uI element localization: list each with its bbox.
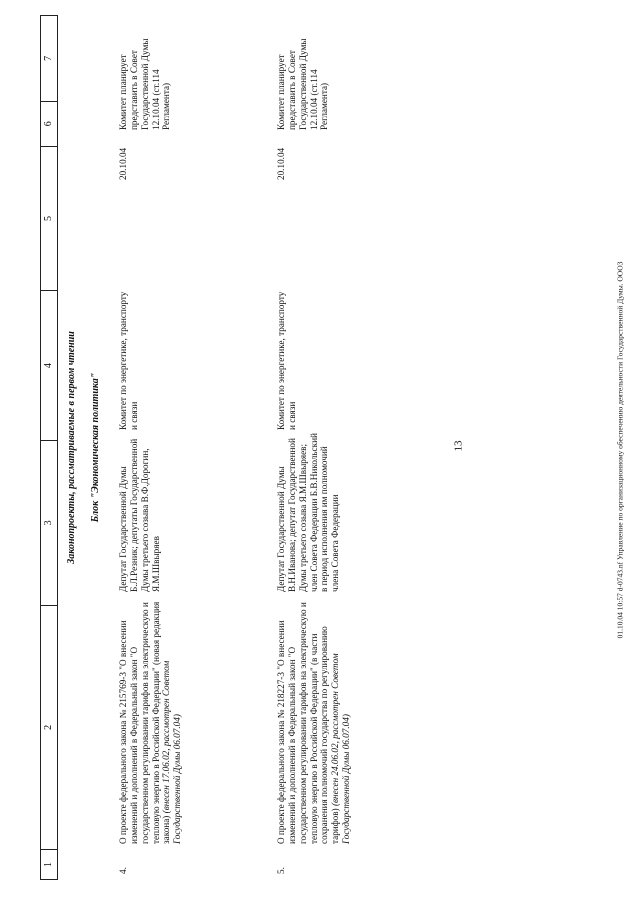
header-col-7: 7	[43, 55, 54, 61]
bill-authors: Депутат Государственной Думы Б.Л.Резник; депутаты Государственной Думы третьего созыва В.Ф.Дорогин, Я.М.Швыряев	[118, 438, 161, 592]
header-col-2: 2	[41, 605, 57, 849]
footer-text: 01.10.04 10:57 d-0743.nf Управление по организационному обеспечению деятельности Государственной Думы. ООО3	[615, 261, 625, 639]
header-col-5: 5	[41, 146, 57, 291]
bill-title-text: О проекте федерального закона № 218227-3 "О внесении изменений и дополнений в Федеральный закон "О государственном регулировании тарифов на электрическую и тепловую энергию в Российской Федерации" (в части сохранения полномочий государства по регулированию тарифов)	[276, 602, 341, 844]
bill-title-note: (внесен 17.06.02, рассмотрен Советом Государственной Думы 06.07.04)	[161, 660, 183, 844]
rotated-page-content	[40, 15, 580, 880]
header-col-4: 4	[41, 290, 57, 440]
bill-title-text: О проекте федерального закона № 215769-3 "О внесении изменений и дополнений в Федеральный закон "О государственном регулировании тарифов на электрическую и тепловую энергию в Российской Федерации" (новая редакция закона)	[118, 601, 172, 844]
header-col-3: 3	[41, 440, 57, 605]
responsible-committee: Комитет по энергетике, транспорту и связи	[276, 291, 297, 430]
bill-authors: Депутат Государственной Думы В.Н.Иванова; депутат Государственной Думы третьего созыва Я.М.Швыряев; член Совета Федерации Б.В.Никольский в период исполнения им полномочий члена Совета Федерации	[276, 433, 341, 592]
page-number: 13	[452, 440, 465, 452]
section-title: Законопроекты, рассматриваемые в первом чтении	[66, 331, 77, 564]
committee-note: Комитет планирует представить в Совет Государственной Думы 12.10.04 (ст.114 Регламента)	[118, 38, 172, 130]
row-number: 5.	[276, 867, 286, 874]
bill-title	[276, 594, 352, 844]
block-title: Блок "Экономическая политика"	[90, 372, 101, 523]
bill-title	[118, 594, 183, 844]
bill-title-note: (внесен 24.06.02, рассмотрен Советом Государственной Думы 06.07.04)	[330, 653, 352, 844]
table-header	[40, 15, 58, 880]
row-number: 4.	[118, 867, 128, 874]
committee-note: Комитет планирует представить в Совет Государственной Думы 12.10.04 (ст.114 Регламента)	[276, 38, 330, 130]
header-col-1: 1	[41, 849, 57, 879]
consideration-date: 20.10.04	[118, 147, 128, 180]
header-col-6: 6	[41, 101, 57, 146]
responsible-committee: Комитет по энергетике, транспорту и связи	[118, 291, 139, 430]
consideration-date: 20.10.04	[276, 147, 286, 180]
